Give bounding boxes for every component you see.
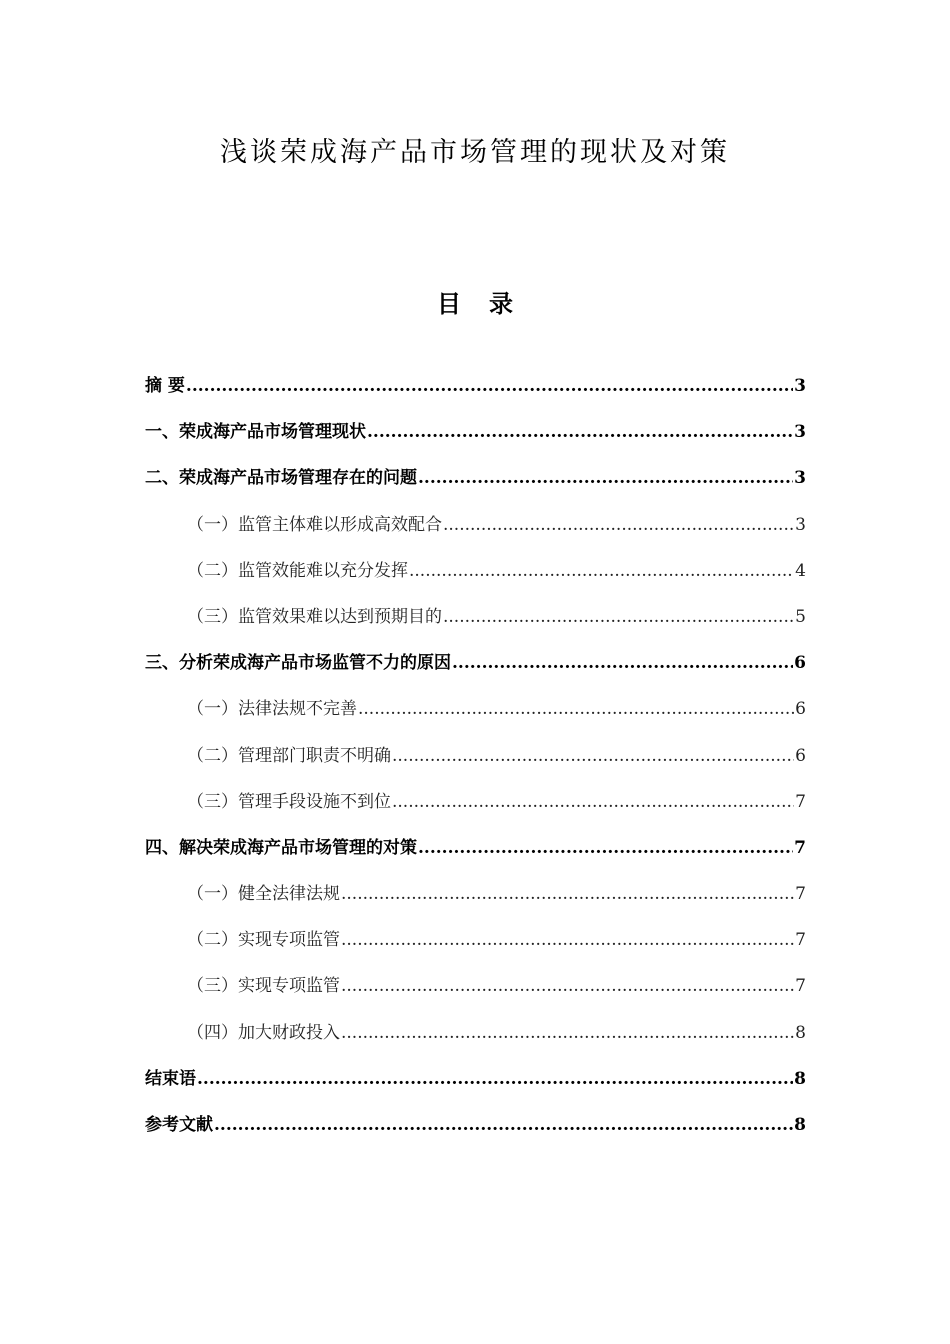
toc-entry-title: （三）管理手段设施不到位 [187, 791, 391, 812]
toc-entry-page: 5 [795, 606, 806, 627]
toc-subentry[interactable] [145, 879, 806, 925]
toc-dot-leader [341, 971, 794, 1001]
toc-entry-title: 结束语 [145, 1068, 196, 1089]
toc-entry[interactable] [145, 371, 806, 417]
toc-entry-page: 8 [795, 1022, 806, 1043]
toc-entry-page: 7 [794, 837, 806, 858]
toc-entry-title: （二）监管效能难以充分发挥 [187, 560, 408, 581]
toc-entry-page: 8 [794, 1115, 806, 1135]
toc-entry-title: （二）实现专项监管 [187, 930, 340, 951]
document-title: 浅谈荣成海产品市场管理的现状及对策 [220, 137, 730, 168]
toc-entry-title: （四）加大财政投入 [187, 1022, 340, 1043]
toc-entry-page: 6 [795, 699, 806, 720]
toc-entry-page: 7 [795, 791, 806, 812]
toc-dot-leader [341, 1018, 794, 1048]
toc-subentry[interactable] [145, 971, 806, 1017]
toc-dot-leader [197, 1064, 793, 1094]
toc-entry-page: 3 [794, 376, 806, 396]
toc-entry-page: 8 [794, 1068, 806, 1089]
toc-entry-title: （一）监管主体难以形成高效配合 [187, 514, 442, 535]
toc-entry-title: （三）监管效果难以达到预期目的 [187, 606, 442, 627]
toc-dot-leader [367, 417, 793, 447]
toc-dot-leader [358, 694, 794, 724]
toc-subentry[interactable] [145, 694, 806, 740]
toc-dot-leader [186, 371, 793, 401]
toc-entry-page: 7 [795, 976, 806, 997]
toc-entry-page: 6 [794, 653, 806, 674]
toc-subentry[interactable] [145, 510, 806, 556]
toc-entry-title: 一、荣成海产品市场管理现状 [145, 422, 366, 443]
toc-entry-title: 参考文献 [145, 1115, 213, 1135]
toc-entry[interactable] [145, 1064, 806, 1110]
toc-entry-title: 二、荣成海产品市场管理存在的问题 [145, 468, 417, 489]
toc-entry-page: 3 [794, 422, 806, 443]
toc-entry-title: （一）健全法律法规 [187, 884, 340, 905]
toc-entry-title: （一）法律法规不完善 [187, 699, 357, 720]
toc-entry-title: （二）管理部门职责不明确 [187, 745, 391, 766]
toc-subentry[interactable] [145, 556, 806, 602]
toc-entry-page: 7 [795, 930, 806, 951]
toc-dot-leader [443, 602, 794, 632]
toc-dot-leader [443, 510, 794, 540]
toc-dot-leader [452, 648, 793, 678]
toc-entry[interactable] [145, 463, 806, 509]
toc-entry-page: 6 [795, 745, 806, 766]
toc-dot-leader [418, 463, 793, 493]
toc-subentry[interactable] [145, 602, 806, 648]
toc-dot-leader [418, 833, 793, 863]
toc-dot-leader [392, 787, 794, 817]
toc-subentry[interactable] [145, 1018, 806, 1064]
toc-subentry[interactable] [145, 741, 806, 787]
toc-heading: 目录 [437, 289, 541, 318]
toc-entry[interactable] [145, 648, 806, 694]
toc-dot-leader [341, 879, 794, 909]
toc-entry-page: 3 [794, 468, 806, 489]
table-of-contents [145, 371, 806, 1156]
toc-entry-page: 7 [795, 884, 806, 905]
toc-entry-page: 3 [795, 514, 806, 535]
toc-entry[interactable] [145, 833, 806, 879]
toc-subentry[interactable] [145, 787, 806, 833]
toc-entry-title: （三）实现专项监管 [187, 976, 340, 997]
toc-entry-title: 三、分析荣成海产品市场监管不力的原因 [145, 653, 451, 674]
toc-entry-page: 4 [795, 560, 806, 581]
toc-subentry[interactable] [145, 925, 806, 971]
toc-dot-leader [341, 925, 794, 955]
toc-dot-leader [392, 741, 794, 771]
toc-entry[interactable] [145, 1110, 806, 1156]
toc-entry[interactable] [145, 417, 806, 463]
toc-entry-title: 摘 要 [145, 376, 185, 396]
toc-entry-title: 四、解决荣成海产品市场管理的对策 [145, 837, 417, 858]
toc-dot-leader [214, 1110, 793, 1140]
toc-dot-leader [409, 556, 794, 586]
